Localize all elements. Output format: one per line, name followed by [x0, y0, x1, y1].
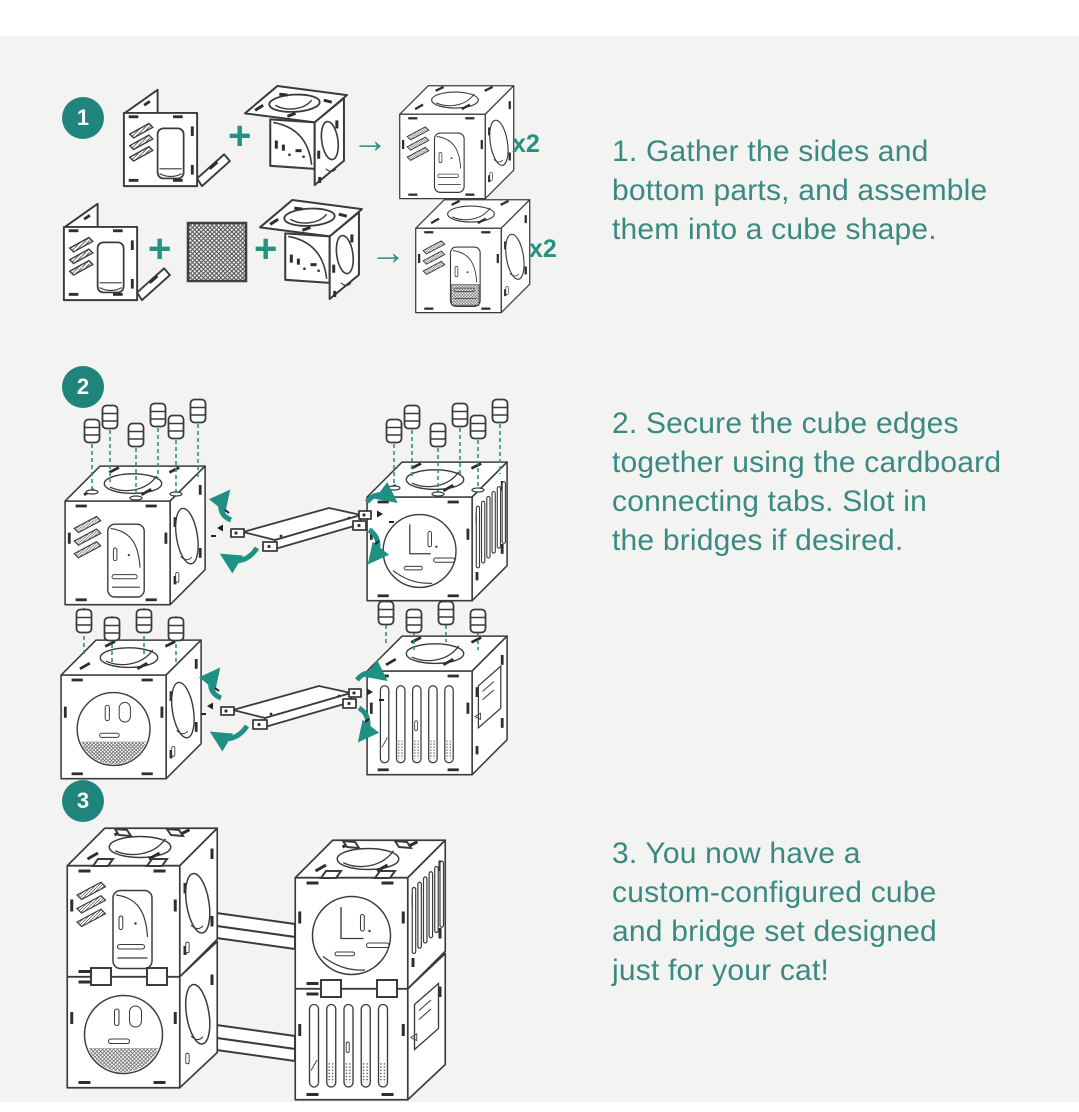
plus-icon: + [254, 227, 278, 271]
cube-illustration [65, 466, 205, 605]
step-3-number: 3 [76, 788, 90, 813]
instruction-line: and bridge set designed [612, 915, 937, 948]
plus-icon: + [228, 114, 252, 158]
cube-illustration [67, 828, 217, 977]
instruction-line: together using the cardboard [612, 446, 1002, 479]
corner-panel-illustration [115, 84, 233, 190]
step-3-text [612, 834, 937, 990]
top-panel-illustration [243, 80, 349, 186]
cube-illustration [295, 840, 445, 989]
plus-icon: + [148, 227, 172, 271]
step-2-text [612, 404, 1001, 560]
arrow-icon: → [370, 231, 406, 272]
step-1-badge [62, 97, 104, 139]
step-1-text [612, 132, 987, 249]
assembled-cube-with-scratcher-illustration [414, 198, 532, 315]
scratcher-pad-illustration [186, 221, 248, 283]
instruction-line: them into a cube shape. [612, 213, 937, 246]
times-two-label: x2 [512, 130, 540, 158]
instruction-line: 1. Gather the sides and [612, 135, 929, 168]
step-2-assembly-diagram [55, 394, 545, 780]
cube-illustration [367, 462, 507, 601]
instruction-line: connecting tabs. Slot in [612, 485, 927, 518]
instruction-line: 2. Secure the cube edges [612, 407, 959, 440]
arrow-icon: → [352, 119, 388, 160]
step-1-number: 1 [76, 105, 90, 130]
bridge-illustration [201, 673, 384, 739]
instruction-line: 3. You now have a [612, 837, 861, 870]
instruction-line: bottom parts, and assemble [612, 174, 988, 207]
top-panel-illustration [258, 194, 364, 300]
instruction-line: custom-configured cube [612, 876, 937, 909]
times-two-label: x2 [529, 235, 557, 263]
assembled-cube-illustration [398, 84, 516, 201]
step-3-assembled-tower-diagram [55, 816, 510, 1106]
instruction-line: just for your cat! [612, 954, 830, 987]
instruction-line: the bridges if desired. [612, 524, 904, 557]
cube-illustration [367, 636, 507, 775]
step-2-number: 2 [76, 374, 90, 399]
cube-illustration [61, 640, 201, 779]
